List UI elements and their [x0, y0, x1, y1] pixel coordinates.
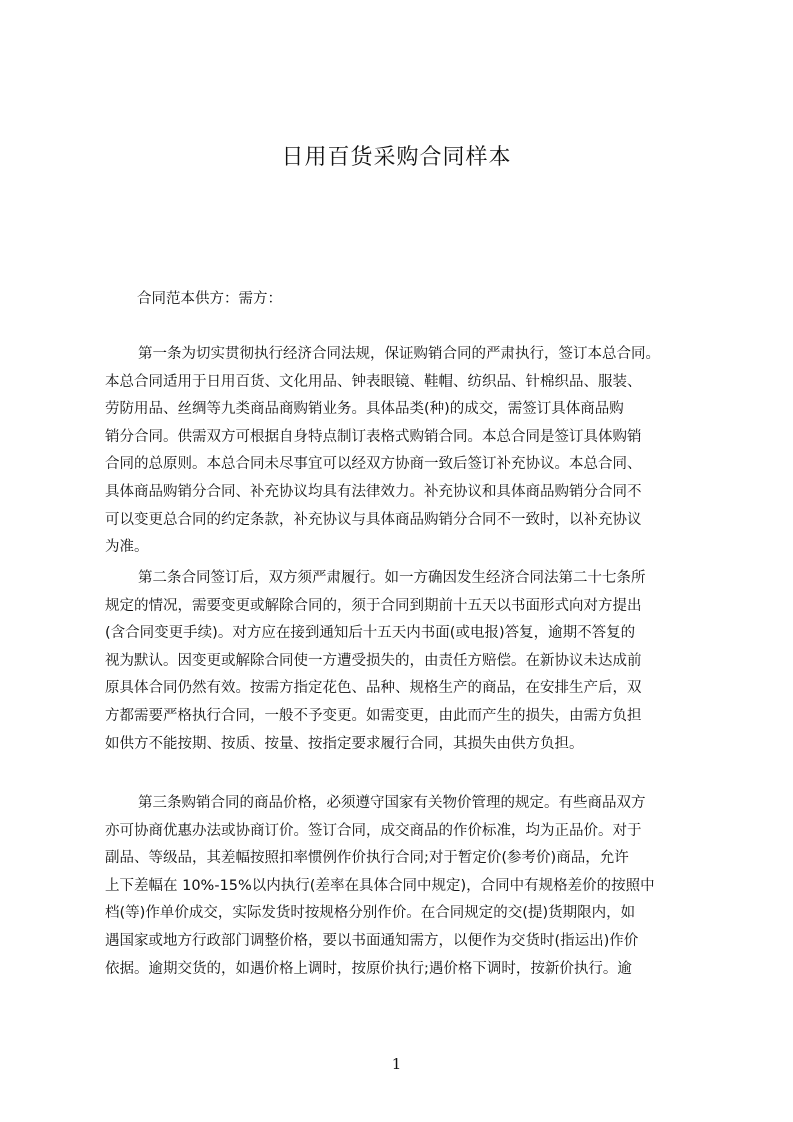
- page-number: 1: [391, 1055, 402, 1073]
- article-line: 为准。: [105, 539, 149, 556]
- article-line: 第三条购销合同的商品价格，必须遵守国家有关物价管理的规定。有些商品双方: [138, 795, 646, 811]
- article-line: 如供方不能按期、按质、按量、按指定要求履行合同，其损失由供方负担。: [105, 735, 584, 752]
- article-1: [105, 341, 705, 562]
- document-title: 日用百货采购合同样本: [281, 145, 512, 170]
- article-line: 亦可协商优惠办法或协商订价。签订合同，成交商品的作价标准，均为正品价。对于: [105, 822, 642, 839]
- article-line: 原具体合同仍然有效。按需方指定花色、品种、规格生产的商品，在安排生产后，双: [105, 680, 642, 697]
- article-line: (含合同变更手续)。对方应在接到通知后十五天内书面(或电报)答复，逾期不答复的: [105, 625, 636, 642]
- article-line: 具体商品购销分合同、补充协议均具有法律效力。补充协议和具体商品购销分合同不: [105, 483, 642, 500]
- article-line: 第二条合同签订后，双方须严肃履行。如一方确因发生经济合同法第二十七条所: [138, 570, 646, 586]
- article-line: 依据。逾期交货的，如遇价格上调时，按原价执行;遇价格下调时，按新价执行。逾: [105, 960, 632, 977]
- parties-line: 合同范本供方：需方：: [137, 291, 282, 307]
- article-line: 本总合同适用于日用百货、文化用品、钟表眼镜、鞋帽、纺织品、针棉织品、服装、: [105, 373, 642, 390]
- article-line: 视为默认。因变更或解除合同使一方遭受损失的，由责任方赔偿。在新协议未达成前: [105, 652, 642, 669]
- article-line: 销分合同。供需双方可根据自身特点制订表格式购销合同。本总合同是签订具体购销: [105, 428, 642, 445]
- article-line: 遇国家或地方行政部门调整价格，要以书面通知需方，以便作为交货时(指运出)作价: [105, 932, 639, 949]
- article-2: [105, 565, 705, 758]
- article-3: [105, 790, 705, 983]
- article-line: 档(等)作单价成交，实际发货时按规格分别作价。在合同规定的交(提)货期限内，如: [105, 905, 636, 922]
- article-line: 方都需要严格执行合同，一般不予变更。如需变更，由此而产生的损失，由需方负担: [105, 707, 642, 724]
- article-line: 可以变更总合同的约定条款，补充协议与具体商品购销分合同不一致时，以补充协议: [105, 511, 642, 528]
- article-line: 副品、等级品，其差幅按照扣率惯例作价执行合同;对于暂定价(参考价)商品，允许: [105, 850, 629, 867]
- article-line: 第一条为切实贯彻执行经济合同法规，保证购销合同的严肃执行，签订本总合同。: [138, 346, 660, 362]
- article-line: 合同的总原则。本总合同未尽事宜可以经双方协商一致后签订补充协议。本总合同、: [105, 456, 642, 473]
- article-line: 上下差幅在 10%-15%以内执行(差率在具体合同中规定)，合同中有规格差价的按照中: [105, 877, 655, 894]
- article-line: 劳防用品、丝绸等九类商品商购销业务。具体品类(种)的成交，需签订具体商品购: [105, 401, 624, 418]
- article-line: 规定的情况，需要变更或解除合同的，须于合同到期前十五天以书面形式向对方提出: [105, 597, 642, 614]
